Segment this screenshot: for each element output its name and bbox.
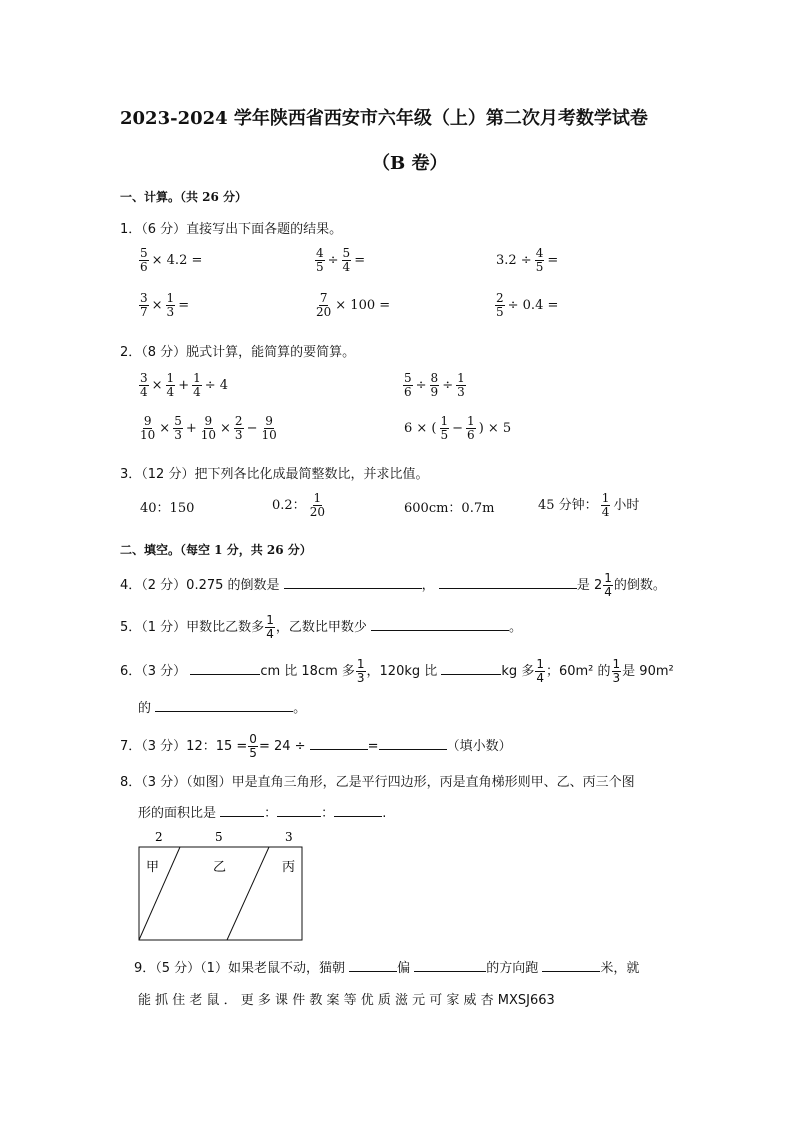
q5-text-c: 。 — [508, 620, 522, 635]
q5-text-a: 5．（1 分）甲数比乙数多 — [120, 620, 265, 635]
expr-text: − — [452, 421, 464, 436]
q7-text-b: = 24 ÷ — [258, 739, 306, 754]
q6-text-a: 6．（3 分） — [120, 664, 187, 679]
q4-text-a: 4．（2 分）0.275 的倒数是 — [120, 578, 280, 593]
expr-text: 45 分钟： — [538, 498, 598, 513]
fraction: $\frac{1}{3}$ — [166, 291, 175, 319]
q5-line — [120, 614, 522, 641]
expr-text: = — [547, 253, 559, 268]
q6-text-b: cm 比 18cm 多 — [260, 664, 355, 679]
q9-text-a: 9．（5 分）（1）如果老鼠不动，猫朝 — [134, 961, 345, 976]
q7-line — [120, 733, 512, 760]
q5-blank[interactable] — [371, 618, 509, 631]
q9-blank-2[interactable] — [414, 959, 486, 972]
q4-text-d: 的倒数。 — [613, 578, 666, 593]
q5-text-b: ，乙数比甲数少 — [275, 620, 367, 635]
fraction: $\frac{4}{5}$ — [316, 246, 324, 274]
q6-text-e: ；60m² 的 — [545, 664, 611, 679]
q3-item-1 — [138, 497, 196, 516]
fraction: $\frac{1}{3}$ — [457, 371, 465, 399]
fraction: $\frac{9}{10}$ — [200, 414, 217, 442]
q1-item-5 — [314, 292, 392, 319]
figure-label-bing: 丙 — [282, 860, 296, 875]
expr-text: × — [220, 421, 231, 436]
fraction: $\frac{1}{4}$ — [166, 371, 175, 399]
q8-blank-2[interactable] — [277, 804, 321, 817]
q9-text-b: 偏 — [397, 961, 411, 976]
fraction: $\frac{5}{3}$ — [174, 414, 182, 442]
figure-top-label-1: 2 — [155, 830, 163, 844]
expr-text: ) × 5 — [478, 421, 512, 436]
q6-fraction-1: $\frac{1}{3}$ — [356, 657, 365, 685]
q9-blank-3[interactable] — [542, 959, 600, 972]
page-title: 2023-2024 学年陕西省西安市六年级（上）第二次月考数学试卷 — [120, 108, 648, 129]
q5-fraction: $\frac{1}{4}$ — [266, 613, 274, 641]
q1-item-6 — [494, 292, 560, 319]
expr-text: 600cm：0.7m — [404, 501, 495, 516]
section-heading-fill: 二、填空。（每空 1 分，共 26 分） — [120, 543, 312, 557]
q7-text-d: （填小数） — [446, 739, 512, 754]
fraction: $\frac{3}{7}$ — [140, 291, 148, 319]
q9-line-1 — [134, 957, 639, 976]
q7-text-c: = — [367, 739, 379, 754]
q1-item-2 — [314, 247, 367, 274]
expr-text: ÷ — [442, 378, 454, 393]
q8-end: . — [382, 806, 387, 821]
fraction: $\frac{1}{4}$ — [193, 371, 201, 399]
q4-blank-1[interactable] — [284, 576, 422, 589]
q4-line — [120, 572, 666, 599]
q9-line-2: 能 抓 住 老 鼠 ． 更 多 课 件 教 案 等 优 质 滋 元 可 家 威 杏 MXSJ663 — [138, 993, 555, 1008]
q3-item-3 — [402, 497, 496, 516]
figure-label-yi: 乙 — [213, 860, 227, 875]
expr-text: × — [151, 298, 163, 313]
q3-item-4 — [536, 492, 641, 519]
q6-blank-2[interactable] — [441, 662, 501, 675]
fraction: $\frac{4}{5}$ — [535, 246, 544, 274]
figure-divider-2 — [227, 847, 269, 940]
expr-text: ÷ — [327, 253, 339, 268]
expr-text: ÷ 4 — [204, 378, 229, 393]
q6-fraction-2: $\frac{1}{4}$ — [536, 657, 544, 685]
q2-item-1 — [138, 372, 230, 399]
q6-line-1 — [120, 658, 674, 685]
expr-text: ÷ 0.4 = — [507, 298, 559, 313]
expr-text: = — [178, 298, 190, 313]
q6-blank-1[interactable] — [190, 662, 260, 675]
fraction: $\frac{1}{4}$ — [601, 491, 610, 519]
expr-text: 6 × ( — [404, 421, 437, 436]
q8-line-2 — [138, 802, 386, 821]
q9-blank-1[interactable] — [349, 959, 397, 972]
shape-figure — [130, 825, 310, 945]
expr-text: × 100 = — [335, 298, 391, 313]
q2-stem: 2．（8 分）脱式计算，能简算的要简算。 — [120, 345, 356, 360]
fraction: $\frac{5}{6}$ — [140, 246, 148, 274]
fraction: $\frac{7}{20}$ — [316, 291, 332, 319]
q1-item-1 — [138, 247, 204, 274]
figure-label-jia: 甲 — [146, 860, 160, 875]
fraction: $\frac{5}{6}$ — [404, 371, 412, 399]
expr-text: × 4.2 = — [151, 253, 203, 268]
page-subtitle: （B 卷） — [372, 153, 448, 174]
q4-text-c: 是 2 — [576, 578, 603, 593]
q6-text-d: kg 多 — [501, 664, 535, 679]
q3-stem: 3．（12 分）把下列各比化成最简整数比，并求比值。 — [120, 467, 429, 482]
fraction: $\frac{1}{20}$ — [309, 491, 325, 519]
expr-text: + — [185, 421, 197, 436]
expr-text: ÷ — [415, 378, 427, 393]
fraction: $\frac{9}{10}$ — [261, 414, 277, 442]
expr-text: + — [178, 378, 190, 393]
q6-text-c: ，120kg 比 — [366, 664, 438, 679]
expr-text: 40：150 — [140, 501, 195, 516]
expr-text: − — [246, 421, 258, 436]
q3-item-2 — [270, 492, 327, 519]
fraction: $\frac{5}{4}$ — [342, 246, 351, 274]
fraction: $\frac{2}{3}$ — [234, 414, 243, 442]
figure-top-label-2: 5 — [215, 830, 223, 844]
q8-blank-1[interactable] — [220, 804, 264, 817]
expr-text: 小时 — [613, 498, 640, 513]
q4-fraction: $\frac{1}{4}$ — [604, 571, 612, 599]
expr-text: 0.2： — [272, 498, 306, 513]
q1-stem: 1．（6 分）直接写出下面各题的结果。 — [120, 222, 343, 237]
q6-blank-3[interactable] — [155, 699, 293, 712]
q8-text-a: 形的面积比是 — [138, 806, 217, 821]
fraction: $\frac{2}{5}$ — [496, 291, 504, 319]
q6-text-i: 。 — [293, 701, 307, 716]
q7-blank-2[interactable] — [379, 737, 447, 750]
figure-top-label-3: 3 — [285, 830, 293, 844]
q6-line-2 — [138, 697, 306, 716]
fraction: $\frac{3}{4}$ — [140, 371, 148, 399]
q8-blank-3[interactable] — [334, 804, 382, 817]
q6-fraction-3: $\frac{1}{3}$ — [612, 657, 621, 685]
fraction: $\frac{1}{5}$ — [440, 414, 449, 442]
q4-blank-2[interactable] — [439, 576, 577, 589]
q7-text-a: 7．（3 分）12：15 = — [120, 739, 248, 754]
q2-item-4 — [402, 415, 513, 442]
q9-text-c: 的方向跑 — [486, 961, 539, 976]
q2-item-3 — [138, 415, 279, 442]
q7-fraction: $\frac{0}{5}$ — [249, 732, 257, 760]
expr-text: = — [354, 253, 366, 268]
q4-text-b: ， — [421, 578, 435, 593]
q8-line-1: 8．（3 分）（如图）甲是直角三角形，乙是平行四边形，丙是直角梯形则甲、乙、丙三个图 — [120, 775, 635, 790]
expr-text: × — [151, 378, 163, 393]
q9-text-d: 米，就 — [600, 961, 640, 976]
q2-item-2 — [402, 372, 467, 399]
q1-item-4 — [138, 292, 191, 319]
fraction: $\frac{8}{9}$ — [430, 371, 439, 399]
expr-text: × — [159, 421, 171, 436]
q6-text-g: 是 90m² — [622, 664, 674, 679]
q6-text-h: 的 — [138, 701, 152, 716]
ratio-sep-1: ： — [264, 806, 278, 821]
ratio-sep-2: ： — [321, 806, 335, 821]
fraction: $\frac{9}{10}$ — [140, 414, 156, 442]
fraction: $\frac{1}{6}$ — [467, 414, 475, 442]
q7-blank-1[interactable] — [310, 737, 368, 750]
q1-item-3 — [494, 247, 560, 274]
expr-text: 3.2 ÷ — [496, 253, 532, 268]
section-heading-calc: 一、计算。（共 26 分） — [120, 190, 248, 204]
